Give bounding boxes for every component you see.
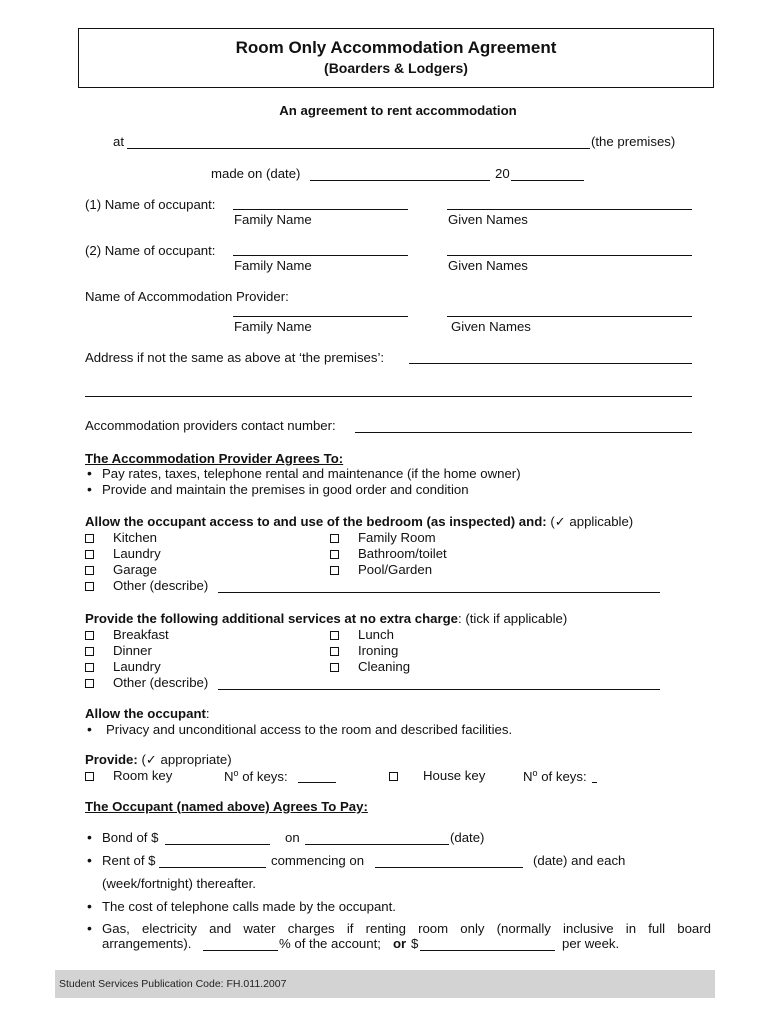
gas-per-week-label: per week. bbox=[562, 936, 620, 951]
checkbox-icon[interactable] bbox=[85, 566, 94, 575]
bond-on-label: on bbox=[285, 830, 300, 845]
gas-or-label: or bbox=[393, 936, 407, 951]
services-ironing-option[interactable] bbox=[330, 643, 398, 658]
services-heading-note: : (tick if applicable) bbox=[458, 611, 568, 626]
rent-commencing-label: commencing on bbox=[271, 853, 365, 868]
bond-date-label: (date) bbox=[450, 830, 485, 845]
access-pool-garden-option[interactable] bbox=[330, 562, 432, 577]
services-cleaning-option[interactable] bbox=[330, 659, 410, 674]
provide-heading-text: Provide: bbox=[85, 752, 138, 767]
checkbox-icon[interactable] bbox=[85, 550, 94, 559]
bond-date-field[interactable] bbox=[305, 844, 449, 845]
occupant2-family-name-field[interactable] bbox=[233, 255, 408, 256]
gas-arrangements-label: arrangements). bbox=[102, 936, 192, 951]
checkbox-icon[interactable] bbox=[330, 631, 339, 640]
made-on-label: made on (date) bbox=[211, 166, 301, 181]
provider-label: Name of Accommodation Provider: bbox=[85, 289, 289, 304]
occupant2-given-names-field[interactable] bbox=[447, 255, 692, 256]
checkbox-icon[interactable] bbox=[330, 566, 339, 575]
services-lunch-option[interactable] bbox=[330, 627, 394, 642]
house-keys-count-field[interactable] bbox=[592, 782, 597, 783]
access-family-room-option[interactable] bbox=[330, 530, 436, 545]
address-label: Address if not the same as above at ‘the premises’: bbox=[85, 350, 385, 365]
occupant2-given-names-caption: Given Names bbox=[448, 258, 528, 273]
premises-at-label: at bbox=[113, 134, 124, 149]
access-kitchen-option[interactable] bbox=[85, 530, 157, 545]
bond-amount-field[interactable] bbox=[165, 844, 270, 845]
bullet-icon: • bbox=[87, 481, 92, 497]
occupant2-family-name-caption: Family Name bbox=[234, 258, 312, 273]
occupant-pays-heading: The Occupant (named above) Agrees To Pay: bbox=[85, 799, 368, 814]
services-breakfast-option[interactable] bbox=[85, 627, 169, 642]
allow-heading-colon: : bbox=[205, 706, 210, 721]
allow-privacy-item: Privacy and unconditional access to the room and described facilities. bbox=[106, 722, 513, 737]
provider-agrees-item: Pay rates, taxes, telephone rental and maintenance (if the home owner) bbox=[102, 466, 521, 481]
provider-agrees-item: Provide and maintain the premises in good order and condition bbox=[102, 482, 469, 497]
access-heading-bold: Allow the occupant access to and use of the bedroom (as inspected) and: bbox=[85, 514, 547, 529]
bullet-icon: • bbox=[87, 898, 92, 914]
rent-date-field[interactable] bbox=[375, 867, 523, 868]
checkbox-icon[interactable] bbox=[330, 534, 339, 543]
gas-dollar-label: $ bbox=[411, 936, 419, 951]
checkbox-icon[interactable] bbox=[85, 663, 94, 672]
rent-amount-field[interactable] bbox=[159, 867, 266, 868]
bullet-icon: • bbox=[87, 829, 92, 845]
access-garage-option[interactable] bbox=[85, 562, 157, 577]
checkbox-icon[interactable] bbox=[85, 631, 94, 640]
rent-label: Rent of $ bbox=[102, 853, 156, 868]
room-key-option[interactable] bbox=[85, 768, 172, 783]
option-label: Kitchen bbox=[113, 530, 157, 545]
house-keys-count-label: $N^o$ of keys: bbox=[523, 768, 587, 784]
provider-given-names-field[interactable] bbox=[447, 316, 692, 317]
option-label: Room key bbox=[113, 768, 173, 783]
provider-given-names-caption: Given Names bbox=[451, 319, 531, 334]
allow-heading bbox=[85, 706, 210, 721]
agreement-heading: An agreement to rent accommodation bbox=[279, 103, 517, 118]
made-on-date-field[interactable] bbox=[310, 180, 490, 181]
document-subtitle: (Boarders & Lodgers) bbox=[324, 60, 468, 76]
provider-family-name-caption: Family Name bbox=[234, 319, 312, 334]
option-label: Laundry bbox=[113, 546, 161, 561]
bullet-icon: • bbox=[87, 465, 92, 481]
occupant1-family-name-caption: Family Name bbox=[234, 212, 312, 227]
gas-item-line1: Gas, electricity and water charges if renting room only (normally inclusive in full board bbox=[102, 921, 711, 936]
title-box bbox=[78, 28, 714, 88]
address-field-line1[interactable] bbox=[409, 363, 692, 364]
option-label: Pool/Garden bbox=[358, 562, 433, 577]
document-title: Room Only Accommodation Agreement bbox=[235, 38, 557, 57]
option-label: Lunch bbox=[358, 627, 394, 642]
checkbox-icon[interactable] bbox=[85, 772, 94, 781]
access-bathroom-option[interactable] bbox=[330, 546, 447, 561]
services-heading-bold: Provide the following additional services at no extra charge bbox=[85, 611, 459, 626]
checkbox-icon[interactable] bbox=[389, 772, 398, 781]
option-label: Laundry bbox=[113, 659, 161, 674]
occupant1-given-names-field[interactable] bbox=[447, 209, 692, 210]
checkbox-icon[interactable] bbox=[330, 550, 339, 559]
year-field[interactable] bbox=[511, 180, 584, 181]
option-label: Bathroom/toilet bbox=[358, 546, 447, 561]
checkbox-icon[interactable] bbox=[330, 663, 339, 672]
checkbox-icon[interactable] bbox=[330, 647, 339, 656]
contact-label: Accommodation providers contact number: bbox=[85, 418, 336, 433]
checkbox-icon[interactable] bbox=[85, 582, 94, 591]
gas-amount-field[interactable] bbox=[420, 950, 555, 951]
services-other-field[interactable] bbox=[218, 689, 660, 690]
option-label: Cleaning bbox=[358, 659, 411, 674]
provide-heading bbox=[85, 752, 232, 768]
access-other-option[interactable] bbox=[85, 578, 208, 593]
year-prefix: 20 bbox=[495, 166, 510, 181]
option-label: Breakfast bbox=[113, 627, 169, 642]
room-keys-count-label: $N^o$ of keys: bbox=[224, 768, 288, 784]
option-label: House key bbox=[423, 768, 486, 783]
checkbox-icon[interactable] bbox=[85, 647, 94, 656]
access-laundry-option[interactable] bbox=[85, 546, 161, 561]
option-label: Other (describe) bbox=[113, 675, 209, 690]
bullet-icon: • bbox=[87, 721, 92, 737]
provide-heading-note: (✓ appropriate) bbox=[141, 752, 232, 767]
bullet-icon: • bbox=[87, 852, 92, 868]
services-dinner-option[interactable] bbox=[85, 643, 152, 658]
contact-number-field[interactable] bbox=[355, 432, 692, 433]
footer-text: Student Services Publication Code: FH.011.2007 bbox=[59, 978, 287, 990]
provider-family-name-field[interactable] bbox=[233, 316, 408, 317]
option-label: Garage bbox=[113, 562, 157, 577]
gas-percent-field[interactable] bbox=[203, 950, 278, 951]
services-heading bbox=[85, 611, 567, 626]
option-label: Ironing bbox=[358, 643, 399, 658]
option-label: Other (describe) bbox=[113, 578, 209, 593]
occupant1-label: (1) Name of occupant: bbox=[85, 197, 216, 212]
services-other-option[interactable] bbox=[85, 675, 208, 690]
access-heading-note: (✓ applicable) bbox=[550, 514, 634, 529]
option-label: Family Room bbox=[358, 530, 436, 545]
allow-heading-text: Allow the occupant bbox=[85, 706, 206, 721]
address-field-line2[interactable] bbox=[85, 396, 692, 397]
option-label: Dinner bbox=[113, 643, 152, 658]
access-heading bbox=[85, 514, 633, 530]
bond-label: Bond of $ bbox=[102, 830, 159, 845]
room-keys-count-field[interactable] bbox=[298, 782, 336, 783]
rent-date-each-label: (date) and each bbox=[533, 853, 626, 868]
premises-field[interactable] bbox=[127, 148, 590, 149]
services-laundry-option[interactable] bbox=[85, 659, 161, 674]
house-key-option[interactable] bbox=[389, 768, 485, 783]
occupant1-family-name-field[interactable] bbox=[233, 209, 408, 210]
access-other-field[interactable] bbox=[218, 592, 660, 593]
telephone-item: The cost of telephone calls made by the occupant. bbox=[102, 899, 396, 914]
occupant2-label: (2) Name of occupant: bbox=[85, 243, 216, 258]
rent-thereafter-label: (week/fortnight) thereafter. bbox=[102, 876, 256, 891]
occupant1-given-names-caption: Given Names bbox=[448, 212, 528, 227]
checkbox-icon[interactable] bbox=[85, 679, 94, 688]
premises-suffix: (the premises) bbox=[591, 134, 676, 149]
provider-agrees-heading: The Accommodation Provider Agrees To: bbox=[85, 451, 344, 466]
checkbox-icon[interactable] bbox=[85, 534, 94, 543]
gas-percent-label: % of the account; bbox=[279, 936, 381, 951]
bullet-icon: • bbox=[87, 920, 92, 936]
